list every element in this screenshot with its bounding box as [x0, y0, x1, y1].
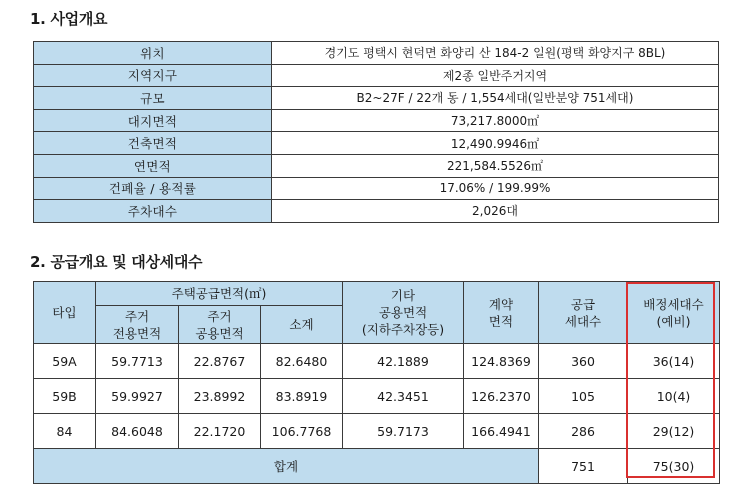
project-overview-table — [33, 41, 719, 223]
row-label: 지역지구 — [34, 64, 272, 87]
supply-units-table — [33, 281, 720, 484]
table-row — [34, 42, 719, 65]
header-supply-units: 공급 세대수 — [539, 282, 628, 344]
cell-subtotal: 106.7768 — [261, 414, 343, 449]
section1-title: 1. 사업개요 — [30, 10, 108, 28]
row-value: 221,584.5526㎡ — [272, 154, 719, 177]
cell-supply-units: 105 — [539, 379, 628, 414]
header-type: 타입 — [34, 282, 96, 344]
cell-exclusive: 59.7713 — [96, 344, 179, 379]
table-row — [34, 109, 719, 132]
cell-common: 23.8992 — [179, 379, 261, 414]
cell-contract-area: 126.2370 — [464, 379, 539, 414]
row-value: B2~27F / 22개 동 / 1,554세대(일반분양 751세대) — [272, 87, 719, 110]
row-label: 대지면적 — [34, 109, 272, 132]
table-row — [34, 64, 719, 87]
cell-supply-units: 286 — [539, 414, 628, 449]
row-value: 17.06% / 199.99% — [272, 177, 719, 200]
cell-other-common: 59.7173 — [343, 414, 464, 449]
table-row — [34, 87, 719, 110]
row-label: 주차대수 — [34, 200, 272, 223]
row-label: 위치 — [34, 42, 272, 65]
cell-allocated-units: 36(14) — [628, 344, 720, 379]
row-label: 규모 — [34, 87, 272, 110]
header-allocated-units: 배정세대수 (예비) — [628, 282, 720, 344]
row-label: 건폐율 / 용적률 — [34, 177, 272, 200]
cell-contract-area: 124.8369 — [464, 344, 539, 379]
cell-type: 59A — [34, 344, 96, 379]
cell-contract-area: 166.4941 — [464, 414, 539, 449]
cell-exclusive: 59.9927 — [96, 379, 179, 414]
cell-other-common: 42.3451 — [343, 379, 464, 414]
header-common-area: 주거 공용면적 — [179, 306, 261, 344]
cell-subtotal: 83.8919 — [261, 379, 343, 414]
total-supply-units: 751 — [539, 449, 628, 484]
cell-allocated-units: 29(12) — [628, 414, 720, 449]
row-label: 연면적 — [34, 154, 272, 177]
row-value: 경기도 평택시 현덕면 화양리 산 184-2 일원(평택 화양지구 8BL) — [272, 42, 719, 65]
table-row — [34, 200, 719, 223]
header-contract-area: 계약 면적 — [464, 282, 539, 344]
total-row — [34, 449, 720, 484]
table-row — [34, 154, 719, 177]
table-row — [34, 344, 720, 379]
cell-type: 59B — [34, 379, 96, 414]
cell-type: 84 — [34, 414, 96, 449]
cell-exclusive: 84.6048 — [96, 414, 179, 449]
table-row — [34, 177, 719, 200]
table-row — [34, 132, 719, 155]
cell-supply-units: 360 — [539, 344, 628, 379]
cell-common: 22.1720 — [179, 414, 261, 449]
header-housing-supply-area: 주택공급면적(㎡) — [96, 282, 343, 306]
total-label: 합계 — [34, 449, 539, 484]
section2-title: 2. 공급개요 및 대상세대수 — [30, 253, 203, 271]
row-value: 2,026대 — [272, 200, 719, 223]
table-row — [34, 379, 720, 414]
row-label: 건축면적 — [34, 132, 272, 155]
header-exclusive-area: 주거 전용면적 — [96, 306, 179, 344]
table-row — [34, 414, 720, 449]
header-subtotal: 소계 — [261, 306, 343, 344]
cell-subtotal: 82.6480 — [261, 344, 343, 379]
row-value: 제2종 일반주거지역 — [272, 64, 719, 87]
cell-common: 22.8767 — [179, 344, 261, 379]
row-value: 12,490.9946㎡ — [272, 132, 719, 155]
cell-other-common: 42.1889 — [343, 344, 464, 379]
row-value: 73,217.8000㎡ — [272, 109, 719, 132]
total-allocated-units: 75(30) — [628, 449, 720, 484]
header-other-common-area: 기타 공용면적 (지하주차장등) — [343, 282, 464, 344]
cell-allocated-units: 10(4) — [628, 379, 720, 414]
